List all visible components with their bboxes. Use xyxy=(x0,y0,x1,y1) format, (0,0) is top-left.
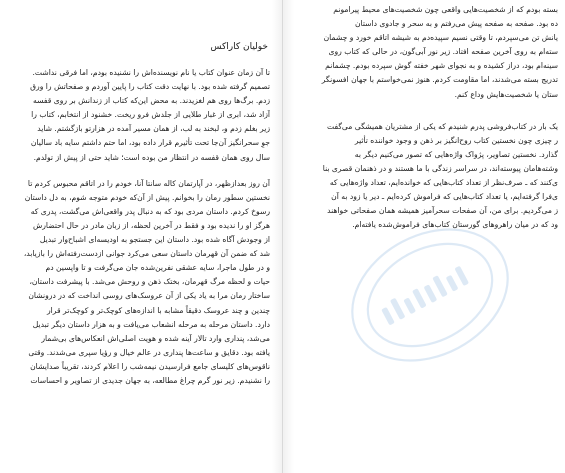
text-line: رسوخ کردم. داستان مردی بود که به دنبال پدر واقعی‌اش می‌گشت، پدری که xyxy=(30,206,270,216)
text-line: وشته‌هامان پیوسته‌اند، در سراسر زندگی با ما هستند و در ذهنمان قصری بنا xyxy=(322,163,558,173)
text-line: از وجودش آگاه شده بود. داستان این جستجو به اودیسه‌ای اشباح‌وار تبدیل xyxy=(39,235,270,245)
text-line: شد که ضمن آن قهرمان داستان سعی می‌کرد جوانی ازدست‌رفته‌اش را بازیابد، xyxy=(23,249,270,259)
text-line: ود که در میان راهروهای گورستان کتاب‌های فراموش‌شده یافته‌ام. xyxy=(352,220,558,230)
text-line: ز می‌گردیم. برای من، آن صفحات سحرآمیز همیشه همان صفحاتی خواهند xyxy=(327,206,558,216)
text-line: آن روز بعدازظهر، در آپارتمان کاله سانتا آنا، خودم را در اتاقم محبوس کردم تا xyxy=(27,178,270,188)
left-page xyxy=(6,0,270,473)
text-line: ی‌فرا گرفته‌ایم، یا تعداد کتاب‌هایی که فراموش کرده‌ایم ـ دیر یا زود به آن xyxy=(331,192,558,202)
text-line: تا آن زمان عنوان کتاب یا نام نویسنده‌اش را نشنیده بودم، اما فرقی نداشت. xyxy=(32,68,270,77)
text-line: ر چیزی چون نخستین کتاب روح‌انگیز بر ذهن و وجود خواننده تأثیر xyxy=(354,135,558,145)
gutter-divider xyxy=(282,0,283,473)
text-line: ده بود. صفحه به صفحه پیش می‌رفتم و به سحر و جادوی داستان xyxy=(354,19,558,29)
gutter-shadow xyxy=(272,0,294,473)
text-line: تدریج بسته می‌شدند، اما مقاومت کردم. هنوز نمی‌خواستم با جهان افسونگر xyxy=(321,75,558,85)
text-line: یک بار در کتاب‌فروشی پدرم شنیدم که یکی از مشتریان همیشگی می‌گفت xyxy=(327,121,558,131)
text-line: ساختار رمان مرا به یاد یکی از آن عروسک‌های روسی انداخت که در درونشان xyxy=(28,291,270,301)
text-line: می‌شد، پنداری وارد تالار آینه شده و هویت اصلی‌اش انعکاس‌های بی‌شمار xyxy=(41,333,270,343)
text-line: ی‌کنند که ـ صرف‌نظر از تعداد کتاب‌هایی که خوانده‌ایم، تعداد واژه‌هایی که xyxy=(329,178,558,188)
text-line: هرگز او را ندیده بود و فقط در آخرین لحظه، از زبان مادر در حال احتضارش xyxy=(33,220,270,230)
text-line: یانش تن می‌سپردم، تا وقتی نسیم سپیده‌دم به شیشه اتاقم خورد و چشمان xyxy=(323,33,558,43)
text-line: چندین و چند عروسک دقیقاً مشابه با اندازه‌های کوچک‌تر و کوچک‌تر قرار xyxy=(47,305,270,315)
text-line: نخستین سطور رمان را بخوانم. پیش از آن‌که خودم متوجه شوم، به دل داستان xyxy=(24,192,270,202)
text-line: جوِ سحرانگیز آن‌جا تحت تأثیرم قرار داده بود، اما حتم داشتم سایه باد سالیان xyxy=(30,138,270,148)
text-line: و در طول ماجرا، سایه عشقی نفرین‌شده جان می‌گرفت و تا واپسین دم xyxy=(45,263,270,273)
text-line: سینه‌ام بود، دراز کشیده و به نجوای شهر خفته گوش سپرده بودم. چشمانم xyxy=(325,61,558,71)
text-line: سال روی همان قفسه در انتظار من بوده است؛ شاید حتی از پیش از تولدم. xyxy=(33,152,270,162)
text-line: زدم. برگ‌ها روی هم لغزیدند. به محض این‌که کتاب از زندانش بر روی قفسه xyxy=(33,96,270,106)
text-line: ستان یا شخصیت‌هایش وداع کنم. xyxy=(454,89,558,99)
text-line: زیر بغلم زدم و، لبخند به لب، از همان مسیر آمده در هزارتو بازگشتم. شاید xyxy=(37,124,270,134)
text-line: تصمیم گرفته شده بود. با نهایت دقت کتاب را پایین آوردم و صفحاتش را ورق xyxy=(30,82,270,92)
text-line: گذارد. نخستین تصاویر، پژواک واژه‌هایی که تصور می‌کنیم دیگر به xyxy=(354,149,558,159)
text-line: آزاد شد، ابری از غبار طلایی از جلدش فرو ریخت. خشنود از انتخابم، کتاب را xyxy=(31,110,270,120)
text-line: بسته بودم که از شخصیت‌هایی واقعی چون شخصیت‌های محیط پیرامونم xyxy=(333,5,558,14)
right-paragraph-2 xyxy=(296,120,558,233)
text-line: ناقوس‌های کلیسای جامع فرارسیدن نیمه‌شب را اعلام کردند، تقریباً صدایشان xyxy=(30,361,270,371)
left-paragraph-2 xyxy=(6,177,270,388)
text-line: سته‌ام به روی آخرین صفحه افتاد. زیر نور آبی‌گون، در حالی که کتاب روی xyxy=(328,47,558,57)
chapter-title: خولیان کاراکس xyxy=(210,42,268,52)
right-page xyxy=(296,0,558,473)
left-paragraph-1 xyxy=(6,66,270,165)
right-paragraph-1 xyxy=(296,3,558,102)
text-line: یافته بود. دقایق و ساعت‌ها پنداری در عالم خیال و رؤیا سپری می‌شدند. وقتی xyxy=(28,347,270,357)
text-line: را نشنیدم. زیر نور گرم چراغ مطالعه، به جهان جدیدی از تصاویر و احساسات xyxy=(30,375,270,385)
text-line: حیات و لحظه مرگ قهرمان، بختک ذهن و روحش می‌شد. با پیشرفت داستان، xyxy=(29,277,270,287)
text-line: دارد. داستان مرحله به مرحله انشعاب می‌یافت و به هزار داستان دیگر تبدیل xyxy=(32,319,270,329)
